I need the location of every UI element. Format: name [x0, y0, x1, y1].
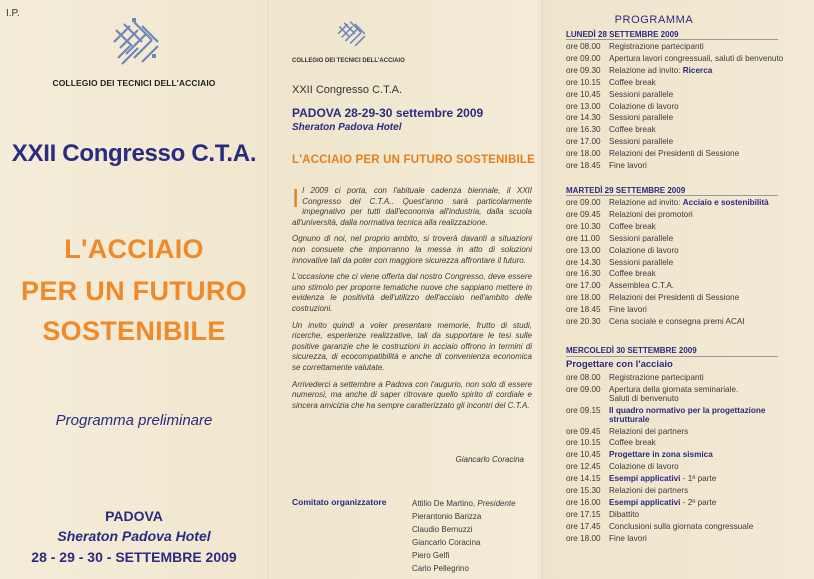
day-heading: MARTEDÌ 29 SETTEMBRE 2009	[566, 186, 686, 195]
paragraph: Arrivederci a settembre a Padova con l'augurio, non solo di essere numerosi, ma anche di saper ritrovare quello spirito di cordiale e sincera amicizia che ha sempre caratterizzato gli incontri del C.T.A.	[292, 379, 532, 410]
member-name: Carlo Pellegrino	[412, 564, 469, 573]
schedule-row: ore 15.30 Relazioni dei partners	[566, 486, 689, 495]
schedule-row: ore 17.15 Dibattito	[566, 509, 640, 519]
schedule-row: ore 10.30 Coffee break	[566, 221, 656, 231]
intro-panel	[272, 0, 542, 579]
schedule-row: ore 09.00 Apertura lavori congressuali, saluti di benvenuto	[566, 53, 784, 63]
headline: L'ACCIAIO PER UN FUTURO SOSTENIBILE	[292, 154, 535, 166]
schedule-row-continuation: Saluti di benvenuto	[609, 394, 679, 404]
hotel: Sheraton Padova Hotel	[57, 528, 211, 544]
schedule-row: ore 16.30 Coffee break	[566, 125, 656, 135]
schedule-row: ore 09.45 Relazioni dei promotori	[566, 209, 693, 219]
schedule-row: ore 09.00 Relazione ad invito: Acciaio e sostenibilità	[566, 198, 769, 207]
schedule-row: ore 09.00 Apertura della giornata seminariale.	[566, 384, 739, 394]
schedule-row: ore 17.00 Assemblea C.T.A.	[566, 281, 675, 291]
schedule-row: ore 20.30 Cena sociale e consegna premi ACAI	[566, 317, 745, 326]
intro-text	[292, 183, 532, 417]
ip-mark: I.P.	[6, 8, 20, 19]
schedule-row: ore 16.30 Coffee break	[566, 269, 656, 279]
paragraph: Ognuno di noi, nel proprio ambito, si troverà davanti a situazioni non consuete che imporranno la messa in atto di soluzioni innovative tali da poter con maggiore sicurezza affrontare il futuro.	[292, 234, 532, 265]
member-name: Pierantonio Barizza	[412, 512, 482, 521]
congress-title: XXII Congresso C.T.A.	[292, 84, 403, 96]
schedule-row: ore 18.00 Fine lavori	[566, 533, 647, 543]
day-subtitle: Progettare con l'acciaio	[566, 359, 673, 370]
event-dates: 28 - 29 - 30 - SETTEMBRE 2009	[31, 549, 237, 565]
college-name: COLLEGIO DEI TECNICI DELL'ACCIAIO	[52, 78, 216, 88]
hotel: Sheraton Padova Hotel	[292, 122, 402, 133]
paragraph: L'occasione che ci viene offerta dal nostro Congresso, deve essere uno stimolo per proporre tematiche nuove che sappiano mettere in evidenza le positività dell'utilizzo dell'acciaio nell'ambito delle costruzioni.	[292, 272, 532, 313]
schedule-row: ore 13.00 Colazione di lavoro	[566, 101, 679, 111]
divider	[566, 39, 778, 40]
main-title-line: PER UN FUTURO	[21, 276, 247, 306]
day-heading: LUNEDÌ 28 SETTEMBRE 2009	[566, 30, 679, 39]
schedule-row: ore 14.30 Sessioni parallele	[566, 257, 674, 267]
signature: Giancarlo Coracina	[455, 455, 524, 464]
member-name: Attilio De Martino, Presidente	[412, 499, 516, 508]
schedule-row: ore 08.00 Registrazione partecipanti	[566, 42, 704, 51]
fold-line	[542, 0, 544, 579]
schedule-row: ore 18.00 Relazioni dei Presidenti di Sessione	[566, 149, 740, 159]
program-panel	[548, 0, 814, 579]
member-name: Giancarlo Coracina	[412, 538, 481, 547]
cover-panel	[0, 0, 268, 579]
committee-members	[412, 497, 516, 575]
schedule-row: ore 10.15 Coffee break	[566, 438, 656, 448]
schedule-row: ore 14.30 Sessioni parallele	[566, 113, 674, 123]
subtitle: Programma preliminare	[55, 412, 213, 429]
city-dates: PADOVA 28-29-30 settembre 2009	[292, 106, 484, 120]
paragraph: Il 2009 ci porta, con l'abituale cadenza biennale, il XXII Congresso del C.T.A.. Quest'anno sarà particolarmente impegnativo per tutti dall'economia all'industria, dalla scuola all'università, dalla normativa tecnica alla realizzazione.	[292, 183, 532, 227]
main-title-line: SOSTENIBILE	[42, 316, 226, 346]
schedule-row: ore 13.00 Colazione di lavoro	[566, 245, 679, 255]
schedule-row: ore 09.30 Relazione ad invito: Ricerca	[566, 65, 713, 75]
main-title-line: L'ACCIAIO	[64, 234, 204, 264]
college-name: COLLEGIO DEI TECNICI DELL'ACCIAIO	[292, 58, 405, 64]
schedule-row: ore 10.45 Progettare in zona sismica	[566, 450, 713, 460]
program-title: PROGRAMMA	[614, 14, 694, 26]
day-heading: MERCOLEDÌ 30 SETTEMBRE 2009	[566, 346, 697, 355]
schedule-row: ore 10.15 Coffee break	[566, 77, 656, 87]
schedule-row: ore 17.00 Sessioni parallele	[566, 137, 674, 147]
paragraph: Un invito quindi a voler presentare memorie, frutto di studi, ricerche, esperienze realizzative, tali da supportare le tesi sulle positive garanzie che le costruzioni in acciaio offrono in termini di sicurezza, di ecocompatibilità e anche di convenienza economica se correttamente valutate.	[292, 320, 532, 372]
divider	[566, 195, 778, 196]
schedule-row: ore 10.45 Sessioni parallele	[566, 89, 674, 99]
schedule-row: ore 08.00 Registrazione partecipanti	[566, 373, 704, 382]
member-name: Piero Gelfi	[412, 551, 450, 560]
cta-logo-icon	[108, 16, 166, 72]
schedule-row: ore 18.00 Relazioni dei Presidenti di Sessione	[566, 293, 740, 303]
divider	[566, 356, 778, 357]
city: PADOVA	[105, 508, 163, 524]
schedule-row-continuation: strutturale	[609, 415, 650, 425]
committee-label: Comitato organizzatore	[292, 497, 387, 507]
schedule-row: ore 09.45 Relazioni dei partners	[566, 426, 689, 436]
fold-line	[268, 0, 270, 579]
cta-logo-icon	[334, 18, 370, 52]
dropcap: I	[292, 183, 300, 213]
schedule-row: ore 18.45 Fine lavori	[566, 161, 647, 170]
schedule-row: ore 18.45 Fine lavori	[566, 305, 647, 315]
member-name: Claudio Bernuzzi	[412, 525, 473, 534]
schedule-row: ore 12.45 Colazione di lavoro	[566, 462, 679, 472]
schedule-row: ore 11.00 Sessioni parallele	[566, 233, 674, 243]
schedule-row: ore 16.00 Esempi applicativi - 2ª parte	[566, 497, 717, 507]
schedule-row: ore 14.15 Esempi applicativi - 1ª parte	[566, 474, 717, 484]
schedule-row: ore 17.45 Conclusioni sulla giornata congressuale	[566, 521, 754, 531]
schedule-row: ore 09.15 Il quadro normativo per la progettazione	[566, 405, 766, 415]
congress-title: XXII Congresso C.T.A.	[11, 140, 257, 167]
